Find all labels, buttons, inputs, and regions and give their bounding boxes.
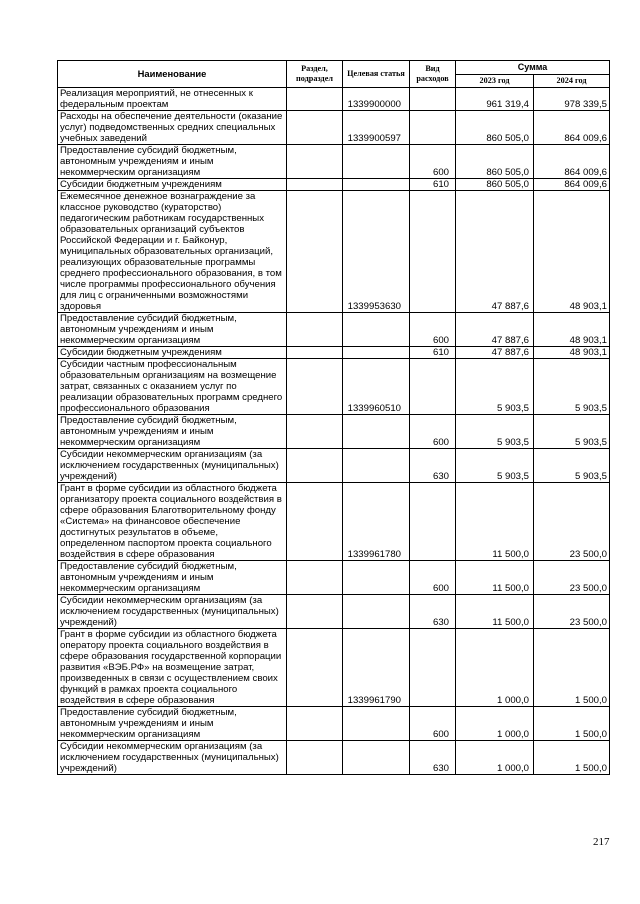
row-target-code xyxy=(343,178,410,190)
row-name: Предоставление субсидий бюджетным, автономным учреждениям и иным некоммерческим организациям xyxy=(58,414,287,448)
row-expense-kind: 630 xyxy=(410,740,456,774)
row-name: Предоставление субсидий бюджетным, автономным учреждениям и иным некоммерческим организациям xyxy=(58,144,287,178)
row-section xyxy=(287,628,343,706)
header-year-2023: 2023 год xyxy=(456,75,534,88)
row-section xyxy=(287,740,343,774)
row-name: Реализация мероприятий, не отнесенных к федеральным проектам xyxy=(58,87,287,110)
table-row xyxy=(58,87,610,110)
table-row xyxy=(58,414,610,448)
row-section xyxy=(287,110,343,144)
row-sum-2024: 48 903,1 xyxy=(534,346,610,358)
row-name: Субсидии некоммерческим организациям (за исключением государственных (муниципальных) учреждений) xyxy=(58,594,287,628)
row-sum-2023: 47 887,6 xyxy=(456,312,534,346)
row-name: Ежемесячное денежное вознаграждение за классное руководство (кураторство) педагогическим работникам государственных образовательных организаций субъектов Российской Федерации и г. Байконур, муниципальных образовательных организаций, реализующих образовательные программы среднего профессионального образования, в том числе программы профессионального обучения для лиц с ограниченными возможностями здоровья xyxy=(58,190,287,312)
row-target-code: 1339961780 xyxy=(343,482,410,560)
row-sum-2024: 864 009,6 xyxy=(534,110,610,144)
row-sum-2023: 1 000,0 xyxy=(456,740,534,774)
row-sum-2023: 11 500,0 xyxy=(456,560,534,594)
row-section xyxy=(287,178,343,190)
row-expense-kind xyxy=(410,628,456,706)
row-sum-2023: 961 319,4 xyxy=(456,87,534,110)
row-sum-2023: 1 000,0 xyxy=(456,706,534,740)
table-row xyxy=(58,482,610,560)
row-expense-kind: 600 xyxy=(410,560,456,594)
table-body xyxy=(58,87,610,774)
row-sum-2023: 860 505,0 xyxy=(456,144,534,178)
row-sum-2023: 47 887,6 xyxy=(456,190,534,312)
header-sum: Сумма xyxy=(456,61,610,75)
row-target-code xyxy=(343,346,410,358)
row-sum-2023: 860 505,0 xyxy=(456,110,534,144)
row-target-code xyxy=(343,740,410,774)
row-sum-2023: 5 903,5 xyxy=(456,448,534,482)
row-name: Предоставление субсидий бюджетным, автономным учреждениям и иным некоммерческим организациям xyxy=(58,560,287,594)
row-section xyxy=(287,312,343,346)
row-sum-2024: 5 903,5 xyxy=(534,414,610,448)
table-row xyxy=(58,448,610,482)
header-name: Наименование xyxy=(58,61,287,88)
row-target-code xyxy=(343,414,410,448)
row-expense-kind: 600 xyxy=(410,312,456,346)
row-expense-kind xyxy=(410,358,456,414)
row-sum-2024: 48 903,1 xyxy=(534,190,610,312)
row-expense-kind xyxy=(410,190,456,312)
row-target-code xyxy=(343,706,410,740)
row-sum-2024: 1 500,0 xyxy=(534,706,610,740)
row-expense-kind xyxy=(410,87,456,110)
row-sum-2023: 5 903,5 xyxy=(456,414,534,448)
row-target-code xyxy=(343,312,410,346)
row-expense-kind: 630 xyxy=(410,594,456,628)
row-section xyxy=(287,87,343,110)
row-sum-2023: 47 887,6 xyxy=(456,346,534,358)
row-section xyxy=(287,144,343,178)
row-sum-2024: 1 500,0 xyxy=(534,740,610,774)
row-name: Грант в форме субсидии из областного бюджета организатору проекта социального воздействия в сфере образования Благотворительному фонду «Система» на финансовое обеспечение достигнутых результатов в объеме, определенном паспортом проекта социального воздействия в сфере образования xyxy=(58,482,287,560)
row-sum-2024: 48 903,1 xyxy=(534,312,610,346)
table-row xyxy=(58,346,610,358)
row-sum-2024: 864 009,6 xyxy=(534,178,610,190)
budget-table xyxy=(57,60,610,775)
row-sum-2024: 23 500,0 xyxy=(534,482,610,560)
table-row xyxy=(58,312,610,346)
table-row xyxy=(58,740,610,774)
row-section xyxy=(287,448,343,482)
row-sum-2023: 11 500,0 xyxy=(456,594,534,628)
table-row xyxy=(58,178,610,190)
table-row xyxy=(58,628,610,706)
table-row xyxy=(58,706,610,740)
table-row xyxy=(58,358,610,414)
row-section xyxy=(287,482,343,560)
row-name: Субсидии бюджетным учреждениям xyxy=(58,178,287,190)
table-row xyxy=(58,190,610,312)
row-sum-2024: 864 009,6 xyxy=(534,144,610,178)
table-row xyxy=(58,144,610,178)
row-name: Субсидии бюджетным учреждениям xyxy=(58,346,287,358)
row-target-code xyxy=(343,448,410,482)
row-section xyxy=(287,190,343,312)
header-section: Раздел, подраздел xyxy=(287,61,343,88)
row-expense-kind: 600 xyxy=(410,414,456,448)
row-section xyxy=(287,358,343,414)
row-name: Расходы на обеспечение деятельности (оказание услуг) подведомственных средних специальных учебных заведений xyxy=(58,110,287,144)
row-target-code xyxy=(343,560,410,594)
header-target: Целевая статья xyxy=(343,61,410,88)
row-expense-kind: 600 xyxy=(410,144,456,178)
header-kind: Вид расходов xyxy=(410,61,456,88)
row-expense-kind xyxy=(410,482,456,560)
header-year-2024: 2024 год xyxy=(534,75,610,88)
budget-table-wrap xyxy=(57,60,610,775)
row-name: Субсидии частным профессиональным образовательным организациям на возмещение затрат, связанных с оказанием услуг по реализации образовательных программ среднего профессионального образования xyxy=(58,358,287,414)
row-section xyxy=(287,346,343,358)
row-section xyxy=(287,414,343,448)
row-sum-2023: 1 000,0 xyxy=(456,628,534,706)
row-target-code: 1339900000 xyxy=(343,87,410,110)
row-section xyxy=(287,560,343,594)
row-name: Субсидии некоммерческим организациям (за исключением государственных (муниципальных) учреждений) xyxy=(58,448,287,482)
row-section xyxy=(287,706,343,740)
row-sum-2023: 5 903,5 xyxy=(456,358,534,414)
row-sum-2024: 5 903,5 xyxy=(534,448,610,482)
row-expense-kind: 600 xyxy=(410,706,456,740)
row-expense-kind: 630 xyxy=(410,448,456,482)
row-sum-2024: 23 500,0 xyxy=(534,594,610,628)
page-number: 217 xyxy=(593,836,610,848)
table-row xyxy=(58,110,610,144)
row-expense-kind xyxy=(410,110,456,144)
row-target-code xyxy=(343,144,410,178)
row-expense-kind: 610 xyxy=(410,346,456,358)
row-target-code: 1339900597 xyxy=(343,110,410,144)
table-row xyxy=(58,594,610,628)
row-name: Грант в форме субсидии из областного бюджета оператору проекта социального воздействия в сфере образования государственной корпорации развития «ВЭБ.РФ» на возмещение затрат, произведенных в связи с осуществлением своих функций в рамках проекта социального воздействия в сфере образования xyxy=(58,628,287,706)
row-sum-2024: 23 500,0 xyxy=(534,560,610,594)
row-sum-2024: 1 500,0 xyxy=(534,628,610,706)
row-expense-kind: 610 xyxy=(410,178,456,190)
row-sum-2023: 11 500,0 xyxy=(456,482,534,560)
row-target-code: 1339961790 xyxy=(343,628,410,706)
row-name: Предоставление субсидий бюджетным, автономным учреждениям и иным некоммерческим организациям xyxy=(58,706,287,740)
table-row xyxy=(58,560,610,594)
row-target-code: 1339960510 xyxy=(343,358,410,414)
row-target-code xyxy=(343,594,410,628)
row-sum-2024: 978 339,5 xyxy=(534,87,610,110)
row-name: Субсидии некоммерческим организациям (за исключением государственных (муниципальных) учреждений) xyxy=(58,740,287,774)
row-sum-2023: 860 505,0 xyxy=(456,178,534,190)
row-name: Предоставление субсидий бюджетным, автономным учреждениям и иным некоммерческим организациям xyxy=(58,312,287,346)
row-sum-2024: 5 903,5 xyxy=(534,358,610,414)
row-target-code: 1339953630 xyxy=(343,190,410,312)
row-section xyxy=(287,594,343,628)
